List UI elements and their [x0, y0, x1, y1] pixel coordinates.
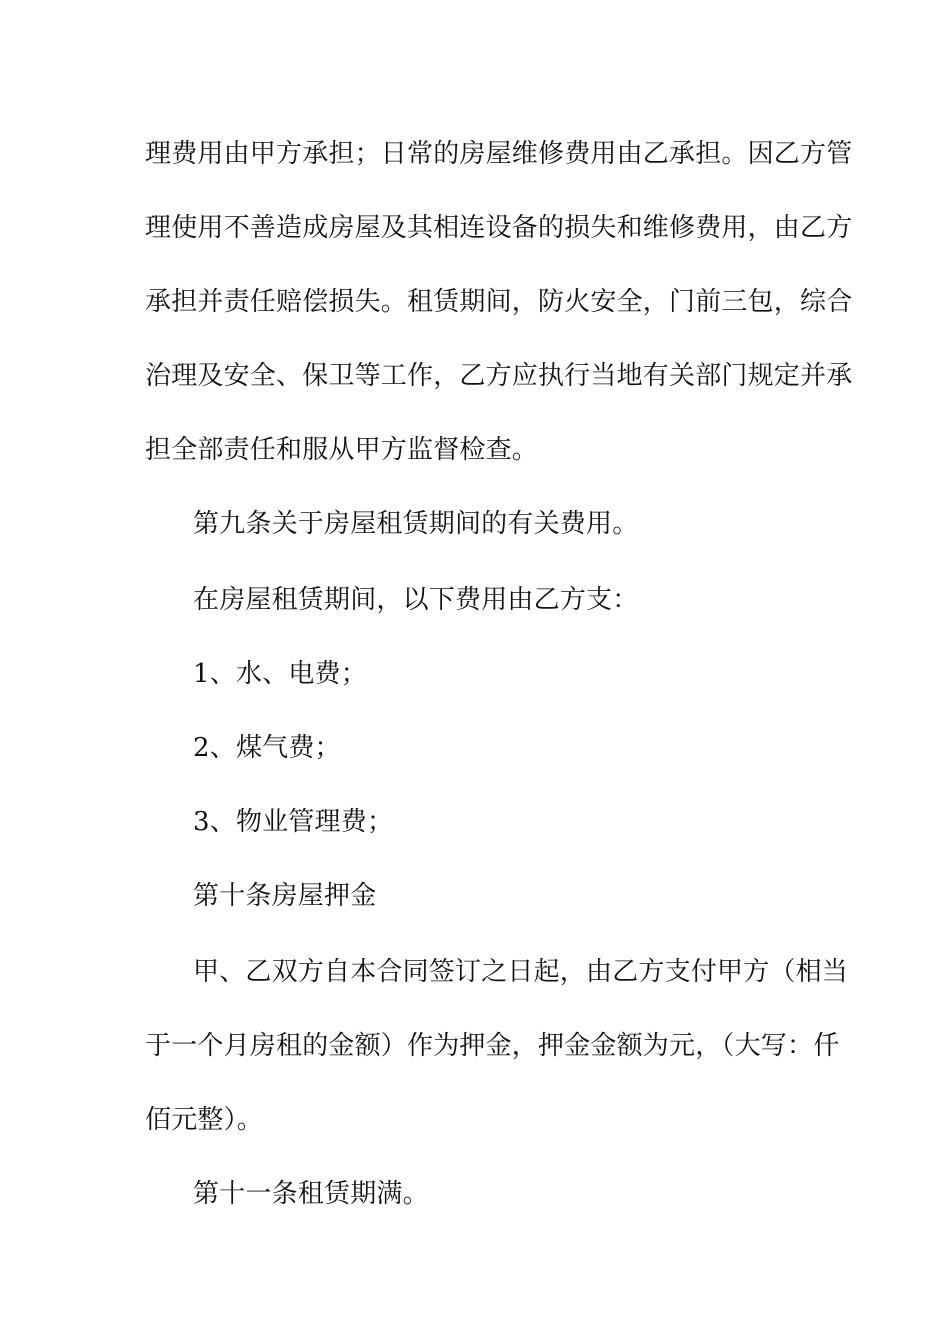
- article-9-intro: 在房屋租赁期间，以下费用由乙方支：: [193, 585, 639, 615]
- fee-item-2: 2、煤气费；: [193, 733, 341, 763]
- fee-item-1: 1、水、电费；: [193, 659, 367, 689]
- article-10-heading: 第十条房屋押金: [193, 881, 377, 911]
- fee-item-3: 3、物业管理费；: [193, 807, 394, 837]
- paragraph-line-1: 理费用由甲方承担；日常的房屋维修费用由乙承担。因乙方管: [145, 139, 853, 169]
- deposit-line-2: 于一个月房租的金额）作为押金，押金金额为元，（大写：仟: [145, 1031, 840, 1061]
- paragraph-line-5: 担全部责任和服从甲方监督检查。: [145, 435, 539, 465]
- paragraph-line-2: 理使用不善造成房屋及其相连设备的损失和维修费用，由乙方: [145, 213, 853, 243]
- deposit-line-3: 佰元整）。: [145, 1105, 264, 1135]
- paragraph-line-4: 治理及安全、保卫等工作，乙方应执行当地有关部门规定并承: [145, 361, 853, 391]
- deposit-line-1: 甲、乙双方自本合同签订之日起，由乙方支付甲方（相当: [193, 957, 849, 987]
- paragraph-line-3: 承担并责任赔偿损失。租赁期间，防火安全，门前三包，综合: [145, 287, 853, 317]
- article-9-heading: 第九条关于房屋租赁期间的有关费用。: [193, 509, 639, 539]
- article-11-heading: 第十一条租赁期满。: [193, 1179, 429, 1209]
